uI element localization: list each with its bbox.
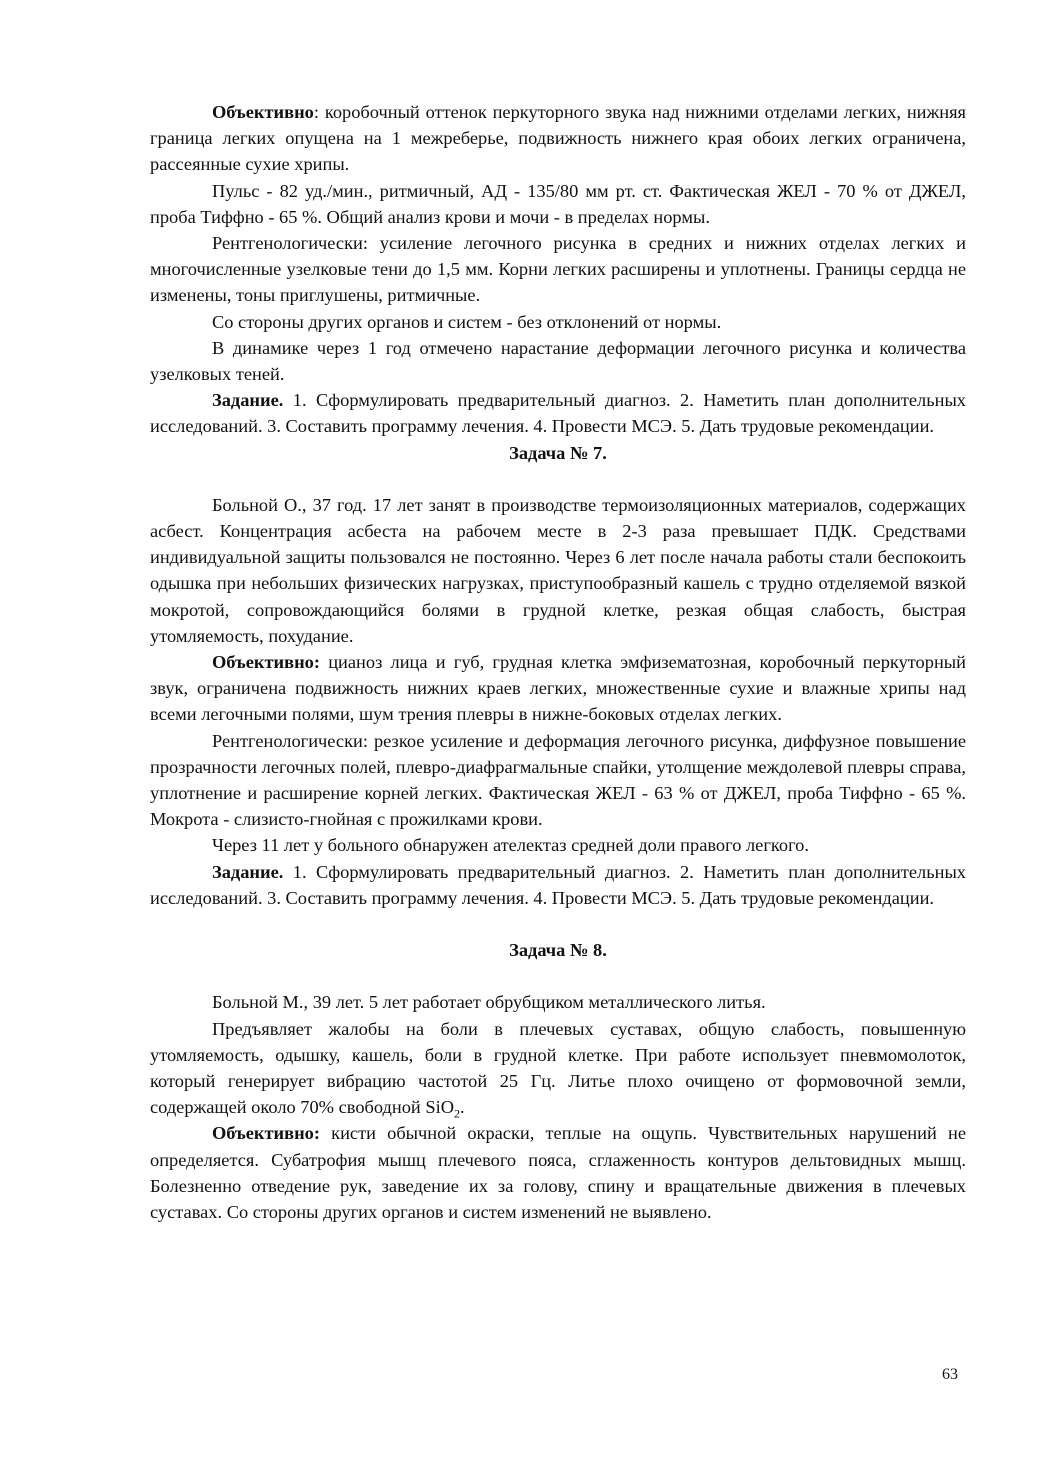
task7-objective-label: Объективно: — [212, 652, 320, 673]
task7-task-paragraph — [150, 859, 966, 911]
task7-followup-paragraph: Через 11 лет у больного обнаружен ателектаз средней доли правого легкого. — [212, 835, 809, 856]
spacer — [150, 911, 966, 937]
page-number: 63 — [942, 1366, 958, 1383]
task8-objective-label: Объективно: — [212, 1123, 320, 1144]
task-paragraph — [150, 387, 966, 439]
task7-xray-paragraph: Рентгенологически: резкое усиление и деформация легочного рисунка, диффузное повышение прозрачности легочных полей, плевро-диафрагмальные спайки, утолщение междолевой плевры справа, уплотнение и расширение корней легких. Фактическая ЖЕЛ - 63 % от ДЖЕЛ, проба Тиффно - 65 %. Мокрота - слизисто-гнойная с прожилками крови. — [150, 730, 966, 830]
objective-text: : коробочный оттенок перкуторного звука над нижними отделами легких, нижняя граница легких опущена на 1 межреберье, подвижность нижнего края обоих легких ограничена, рассеянные сухие хрипы. — [150, 102, 966, 175]
dynamics-paragraph: В динамике через 1 год отмечено нарастание деформации легочного рисунка и количества узелковых теней. — [150, 337, 966, 385]
task7-task-label: Задание. — [212, 861, 284, 882]
pulse-paragraph: Пульс - 82 уд./мин., ритмичный, АД - 135/80 мм рт. ст. Фактическая ЖЕЛ - 70 % от ДЖЕЛ, проба Тиффно - 65 %. Общий анализ крови и мочи - в пределах нормы. — [150, 180, 966, 227]
task8-objective-text: кисти обычной окраски, теплые на ощупь. Чувствительных нарушений не определяется. Субатрофия мышц плечевого пояса, сглаженность контуров дельтовидных мышц. Болезненно отведение рук, заведение их за голову, спину и вращательные движения в плечевых суставах. Со стороны других органов и систем изменений не выявлено. — [150, 1123, 966, 1222]
other-organs-paragraph: Со стороны других органов и систем - без отклонений от нормы. — [212, 311, 722, 332]
task8-complaints-paragraph — [150, 1016, 966, 1121]
objective-paragraph — [150, 99, 966, 178]
task8-objective-paragraph — [150, 1120, 966, 1225]
task7-heading: Задача № 7. — [509, 442, 607, 463]
page-content — [150, 99, 966, 1225]
task-text: 1. Сформулировать предварительный диагноз. 2. Наметить план дополнительных исследований. 3. Составить программу лечения. 4. Провести МСЭ. 5. Дать трудовые рекомендации. — [150, 390, 966, 437]
objective-label: Объективно — [212, 102, 314, 122]
task-label: Задание. — [212, 390, 284, 411]
xray-paragraph: Рентгенологически: усиление легочного рисунка в средних и нижних отделах легких и многочисленные узелковые тени до 1,5 мм. Корни легких расширены и уплотнены. Границы сердца не изменены, тоны приглушены, ритмичные. — [150, 233, 966, 306]
task7-objective-text: цианоз лица и губ, грудная клетка эмфизематозная, коробочный перкуторный звук, ограничена подвижность нижних краев легких, множественные сухие и влажные хрипы над всеми легочными полями, шум трения плевры в нижне-боковых отделах легких. — [150, 652, 966, 725]
subscript: 2 — [454, 1106, 460, 1121]
period: . — [460, 1097, 465, 1118]
task8-heading: Задача № 8. — [509, 940, 607, 961]
task8-history-paragraph: Больной М., 39 лет. 5 лет работает обрубщиком металлического литья. — [212, 992, 766, 1013]
task7-objective-paragraph — [150, 649, 966, 728]
task7-history-paragraph: Больной О., 37 год. 17 лет занят в производстве термоизоляционных материалов, содержащих асбест. Концентрация асбеста на рабочем месте в 2-3 раза превышает ПДК. Средствами индивидуальной защиты пользовался не постоянно. Через 6 лет после начала работы стали беспокоить одышка при небольших физических нагрузках, приступообразный кашель с трудно отделяемой вязкой мокротой, сопровождающийся болями в грудной клетке, резкая общая слабость, быстрая утомляемость, похудание. — [150, 494, 966, 646]
spacer — [150, 466, 966, 492]
task8-complaints-text: Предъявляет жалобы на боли в плечевых суставах, общую слабость, повышенную утомляемость, одышку, кашель, боли в грудной клетке. При работе использует пневмомолоток, который генерирует вибрацию частотой 25 Гц. Литье плохо очищено от формовочной земли, содержащей около 70% свободной SiO — [150, 1018, 966, 1118]
task7-task-text: 1. Сформулировать предварительный диагноз. 2. Наметить план дополнительных исследований. 3. Составить программу лечения. 4. Провести МСЭ. 5. Дать трудовые рекомендации. — [150, 861, 966, 908]
spacer — [150, 963, 966, 989]
